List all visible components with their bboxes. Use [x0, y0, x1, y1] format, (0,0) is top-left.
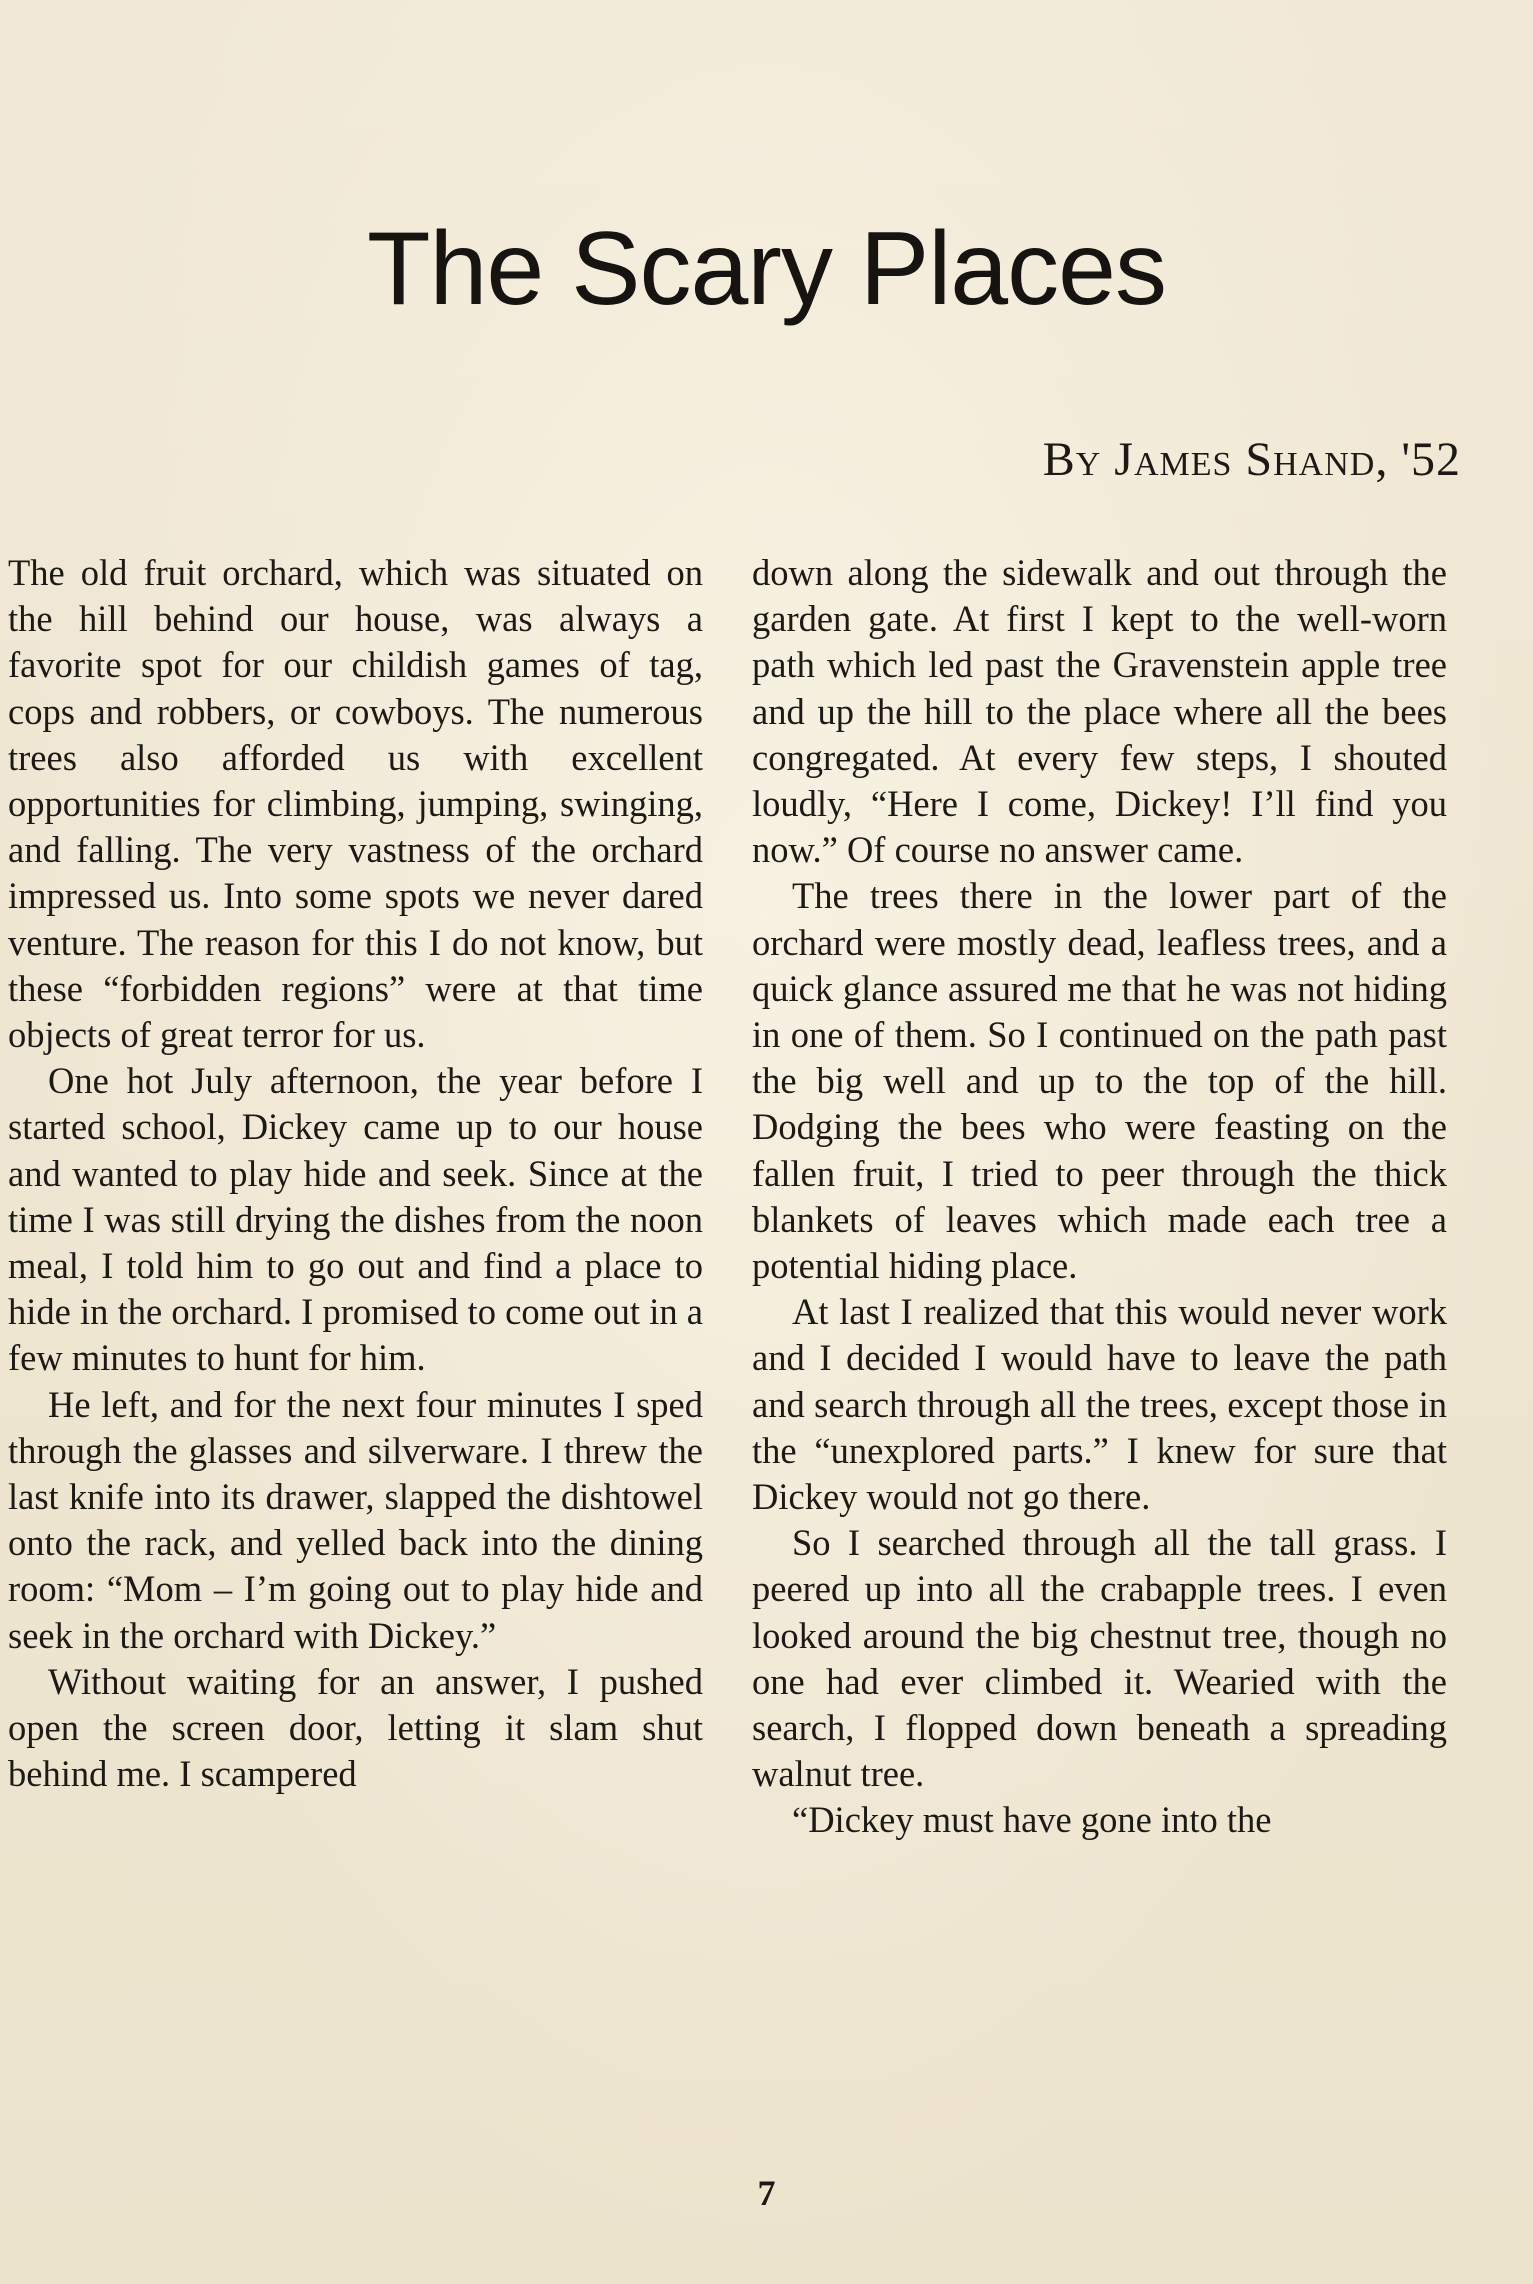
paragraph: The trees there in the lower part of the orchard were mostly dead, leafless trees, and a quick glance assured me that he was not hiding in one of them. So I continued on the path past the big well and up to the top of the hill. Dodging the bees who were feasting on the fallen fruit, I tried to peer through the thick blankets of leaves which made each tree a potential hiding place. [752, 875, 1447, 1287]
article-title: The Scary Places [367, 211, 1166, 327]
paragraph: At last I realized that this would never work and I decided I would have to leave the path and search through all the trees, except those in the “unexplored parts.” I knew for sure that Dickey would not go there. [752, 1291, 1447, 1518]
paragraph: “Dickey must have gone into the [792, 1799, 1272, 1841]
page-number: 7 [757, 2173, 776, 2213]
paragraph: One hot July afternoon, the year before I started school, Dickey came up to our house and wanted to play hide and seek. Since at the time I was still drying the dishes from the noon meal, I told him to go out and find a place to hide in the orchard. I promised to come out in a few minutes to hunt for him. [8, 1060, 703, 1379]
paragraph: Without waiting for an answer, I pushed open the screen door, letting it slam shut behind me. I scampered [8, 1660, 703, 1795]
paragraph: The old fruit orchard, which was situated on the hill behind our house, was always a favorite spot for our childish games of tag, cops and robbers, or cowboys. The numerous trees also afforded us with excellent opportunities for climbing, jumping, swinging, and falling. The very vastness of the orchard impressed us. Into some spots we never dared venture. The reason for this I do not know, but these “forbidden regions” were at that time objects of great terror for us. [8, 552, 703, 1056]
right-column [752, 550, 1447, 1844]
paragraph: He left, and for the next four minutes I sped through the glasses and silverware. I threw the last knife into its drawer, slapped the dishtowel onto the rack, and yelled back into the dining room: “Mom – I’m going out to play hide and seek in the orchard with Dickey.” [8, 1383, 703, 1656]
paragraph: down along the sidewalk and out through the garden gate. At first I kept to the well-worn path which led past the Gravenstein apple tree and up the hill to the place where all the bees congregated. At every few steps, I shouted loudly, “Here I come, Dickey! I’ll find you now.” Of course no answer came. [752, 552, 1447, 871]
article-byline: By James Shand, '52 [1042, 433, 1461, 486]
paragraph: So I searched through all the tall grass. I peered up into all the crabapple trees. I even looked around the big chestnut tree, though no one had ever climbed it. Wearied with the search, I flopped down beneath a spreading walnut tree. [752, 1522, 1447, 1795]
left-column [8, 550, 703, 1797]
